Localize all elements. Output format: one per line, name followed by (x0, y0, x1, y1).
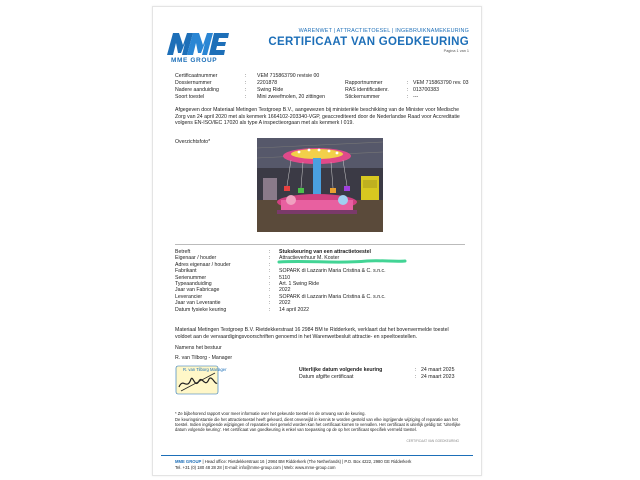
date-colon: : (415, 374, 417, 380)
details-divider (175, 244, 465, 245)
info-label: Soort toestel (175, 94, 205, 100)
detail-label: Jaar van Fabricage (175, 287, 220, 294)
info-colon: : (407, 94, 409, 100)
info-row (175, 80, 469, 86)
info-value: Swing Ride (257, 87, 284, 93)
on-behalf-text: Namens het bestuur (175, 345, 222, 351)
footer-line-1 (175, 459, 411, 464)
detail-value: Art. 1 Swing Ride (279, 281, 320, 287)
detail-value: SOPARK di Lazzarin Maria Cristina & C. s.n.c. (279, 293, 386, 300)
detail-label: Typeaanduiding (175, 281, 212, 287)
info-value: Mini zweefmolen, 20 zittingen (257, 94, 326, 100)
info-value: 013700383 (413, 87, 439, 93)
certificate-page (152, 6, 482, 476)
detail-colon: : (269, 300, 271, 307)
detail-colon: : (269, 281, 271, 287)
date-colon: : (415, 367, 417, 373)
info-row (175, 94, 465, 100)
info-colon: : (245, 80, 247, 86)
info-label: RAS identificatienr. (345, 87, 389, 93)
info-label: Nadere aanduiding (175, 87, 219, 93)
footer-line-2: Tel. +31 (0) 180 48 28 28 | E-mail: info@mme-group.com | Web: www.mme-group.com (175, 465, 336, 470)
signer-name: R. van Tilborg - Manager (175, 355, 233, 361)
swing-ride-photo (257, 138, 383, 232)
detail-colon: : (269, 287, 271, 294)
photo-label: Overzichtsfoto* (175, 139, 211, 145)
detail-value: 2022 (279, 300, 291, 307)
info-value: --- (413, 94, 419, 100)
detail-value: 2022 (279, 287, 291, 294)
detail-value: 5110 (279, 274, 291, 281)
detail-value: SOPARK di Lazzarin Maria Cristina & C. s.n.c. (279, 268, 386, 275)
detail-colon: : (269, 261, 271, 268)
detail-colon: : (269, 274, 271, 281)
detail-label: Leverancier (175, 293, 203, 300)
next-inspection-label: Uiterlijke datum volgende keuring (299, 367, 383, 373)
detail-colon: : (269, 293, 271, 300)
page-indicator: Pagina 1 van 1 (443, 49, 469, 53)
info-row (175, 87, 465, 93)
brand-name: MME GROUP (171, 57, 218, 64)
info-colon: : (245, 94, 247, 100)
detail-label: Datum fysieke keuring (175, 306, 227, 313)
info-label: Dossiernummer (175, 80, 212, 86)
info-value: 2201878 (257, 80, 278, 86)
doc-code: CERTIFICAAT VAN GOEDKEURING (406, 439, 459, 443)
info-colon: : (245, 87, 247, 93)
footer-divider (161, 455, 473, 456)
detail-label: Eigenaar / houder (175, 255, 217, 262)
info-colon: : (407, 80, 409, 86)
detail-value: Attractieverhuur M. Koster (279, 255, 340, 262)
detail-label: Fabrikant (175, 268, 197, 275)
declaration-paragraph: Materiaal Metingen Testgroep B.V. Rietdekkerstraat 16 2984 BM te Ridderkerk, verklaart dat het bovenvermelde toestel voldoet aan de vervaardigingsvoorschriften genoemd in het Warenwetbesluit attractie- en speeltoestellen. (175, 327, 449, 340)
highlight-mark (277, 258, 407, 266)
intro-paragraph: Afgegeven door Materiaal Metingen Testgroep B.V., aangewezen bij ministeriële beschikking van de Minister voor Medische Zorg van 24 april 2020 met als kenmerk 1664102-203340-VGP, geaccrediteerd door de Nederlandse Raad voor Accreditatie volgens EN-ISO/IEC 17020 als type A inspectieorgaan met als kenmerk I 019. (175, 107, 460, 127)
footnote-2: De keuringsinstantie die het attractietoestel heeft gekeurd, dient onverwijld in kennis te worden gesteld van elke ingrijpende wijziging of reparatie aan het toestel. Indien ingrijpende wijzigingen of reparaties niet gemeld worden kan het certificaat komen te vervallen. Het certificaat is uiterlijk geldig tot: 'Uiterlijke datum volgende keuring'. Het certificaat van goedkeuring is enkel van toepassing op de op het certificaat specifiek vermeld toestel. (175, 417, 461, 433)
info-colon: : (407, 87, 409, 93)
detail-colon: : (269, 268, 271, 275)
info-value: VEM 715863790 rev. 03 (413, 80, 469, 86)
info-label: Stickernummer (345, 94, 380, 100)
detail-value: Stukskeuring van een attractietoestel (279, 249, 371, 255)
detail-colon: : (269, 255, 271, 262)
footer-address: | Head office: Rietdekkerstraat 16 | 2984 BM Ridderkerk (The Netherlands) | P.O. Box 4222, 2980 GE Ridderkerk (202, 459, 412, 464)
info-label: Rapportnummer (345, 80, 383, 86)
detail-colon: : (269, 306, 271, 313)
detail-colon: : (269, 249, 271, 255)
footer-brand: MME GROUP (175, 459, 202, 464)
header-subtitle: WARENWET | ATTRACTIETOESEL | INGEBRUIKNAMEKEURING (298, 28, 469, 34)
detail-label: Betreft (175, 249, 191, 255)
certificate-title: CERTIFICAAT VAN GOEDKEURING (268, 36, 469, 48)
info-row (175, 73, 465, 79)
detail-label: Jaar van Leverantie (175, 300, 221, 307)
footnote-1: * Ze bijbehorend rapport voor meer informatie over het gekeurde toestel en de omvang van de keuring. (175, 411, 366, 416)
detail-label: Adres eigenaar / houder (175, 261, 231, 268)
next-inspection-date: 24 maart 2025 (421, 367, 455, 373)
info-colon: : (245, 73, 247, 79)
detail-label: Serienummer (175, 274, 207, 281)
issue-date-label: Datum afgifte certificaat (299, 374, 354, 380)
info-value: VEM 715863790 revisie 00 (257, 73, 320, 79)
issue-date: 24 maart 2023 (421, 374, 455, 380)
detail-value: 14 april 2022 (279, 306, 309, 313)
info-label: Certificaatnummer (175, 73, 218, 79)
stamp-text: R. van Tilborg Manager (183, 367, 227, 372)
detail-row (175, 307, 465, 313)
